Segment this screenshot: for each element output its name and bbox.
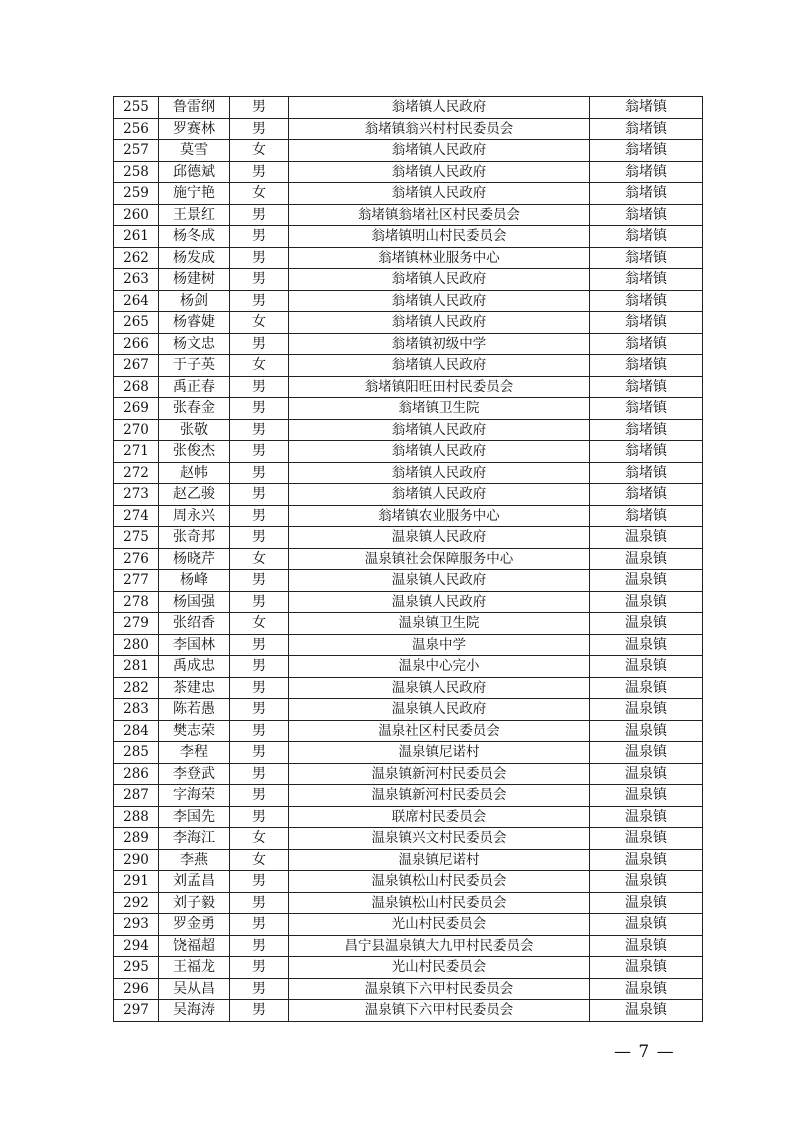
name-cell: 饶福超 xyxy=(159,935,230,957)
town-cell: 翁堵镇 xyxy=(590,204,703,226)
work-unit-cell: 翁堵镇人民政府 xyxy=(289,462,590,484)
work-unit-cell: 温泉镇下六甲村民委员会 xyxy=(289,1000,590,1022)
work-unit-cell: 翁堵镇人民政府 xyxy=(289,290,590,312)
work-unit-cell: 温泉镇人民政府 xyxy=(289,527,590,549)
name-cell: 陈若愚 xyxy=(159,699,230,721)
town-cell: 温泉镇 xyxy=(590,763,703,785)
gender-cell: 男 xyxy=(230,720,289,742)
gender-cell: 男 xyxy=(230,935,289,957)
name-cell: 杨晓芹 xyxy=(159,548,230,570)
gender-cell: 男 xyxy=(230,226,289,248)
name-cell: 刘孟昌 xyxy=(159,871,230,893)
town-cell: 温泉镇 xyxy=(590,742,703,764)
row-number-cell: 262 xyxy=(114,247,159,269)
table-row xyxy=(114,828,703,850)
table-row xyxy=(114,914,703,936)
table-row xyxy=(114,333,703,355)
row-number-cell: 292 xyxy=(114,892,159,914)
town-cell: 翁堵镇 xyxy=(590,247,703,269)
row-number-cell: 271 xyxy=(114,441,159,463)
name-cell: 李国林 xyxy=(159,634,230,656)
row-number-cell: 296 xyxy=(114,978,159,1000)
town-cell: 翁堵镇 xyxy=(590,333,703,355)
row-number-cell: 279 xyxy=(114,613,159,635)
work-unit-cell: 翁堵镇人民政府 xyxy=(289,355,590,377)
work-unit-cell: 翁堵镇人民政府 xyxy=(289,140,590,162)
table-row xyxy=(114,441,703,463)
work-unit-cell: 温泉镇兴文村民委员会 xyxy=(289,828,590,850)
name-cell: 罗金勇 xyxy=(159,914,230,936)
town-cell: 温泉镇 xyxy=(590,935,703,957)
gender-cell: 男 xyxy=(230,484,289,506)
table-row xyxy=(114,269,703,291)
town-cell: 温泉镇 xyxy=(590,806,703,828)
town-cell: 翁堵镇 xyxy=(590,462,703,484)
town-cell: 温泉镇 xyxy=(590,613,703,635)
work-unit-cell: 翁堵镇人民政府 xyxy=(289,97,590,119)
row-number-cell: 266 xyxy=(114,333,159,355)
gender-cell: 男 xyxy=(230,247,289,269)
town-cell: 温泉镇 xyxy=(590,570,703,592)
town-cell: 翁堵镇 xyxy=(590,441,703,463)
gender-cell: 男 xyxy=(230,290,289,312)
town-cell: 温泉镇 xyxy=(590,677,703,699)
table-row xyxy=(114,1000,703,1022)
table-row xyxy=(114,97,703,119)
table-row xyxy=(114,763,703,785)
page-number: — 7 — xyxy=(614,1042,675,1062)
town-cell: 温泉镇 xyxy=(590,699,703,721)
name-cell: 刘子毅 xyxy=(159,892,230,914)
work-unit-cell: 翁堵镇翁兴村村民委员会 xyxy=(289,118,590,140)
name-cell: 赵乙骏 xyxy=(159,484,230,506)
table-row xyxy=(114,247,703,269)
town-cell: 翁堵镇 xyxy=(590,398,703,420)
town-cell: 温泉镇 xyxy=(590,892,703,914)
gender-cell: 男 xyxy=(230,204,289,226)
row-number-cell: 285 xyxy=(114,742,159,764)
row-number-cell: 289 xyxy=(114,828,159,850)
town-cell: 温泉镇 xyxy=(590,720,703,742)
work-unit-cell: 温泉镇人民政府 xyxy=(289,677,590,699)
work-unit-cell: 光山村民委员会 xyxy=(289,957,590,979)
row-number-cell: 293 xyxy=(114,914,159,936)
table-row xyxy=(114,355,703,377)
row-number-cell: 274 xyxy=(114,505,159,527)
table-row xyxy=(114,462,703,484)
gender-cell: 男 xyxy=(230,570,289,592)
town-cell: 温泉镇 xyxy=(590,978,703,1000)
row-number-cell: 268 xyxy=(114,376,159,398)
table-row xyxy=(114,720,703,742)
name-cell: 张敬 xyxy=(159,419,230,441)
gender-cell: 男 xyxy=(230,333,289,355)
gender-cell: 男 xyxy=(230,376,289,398)
gender-cell: 男 xyxy=(230,462,289,484)
gender-cell: 男 xyxy=(230,656,289,678)
row-number-cell: 276 xyxy=(114,548,159,570)
row-number-cell: 288 xyxy=(114,806,159,828)
row-number-cell: 287 xyxy=(114,785,159,807)
row-number-cell: 270 xyxy=(114,419,159,441)
name-cell: 禹成忠 xyxy=(159,656,230,678)
work-unit-cell: 温泉社区村民委员会 xyxy=(289,720,590,742)
work-unit-cell: 联席村民委员会 xyxy=(289,806,590,828)
table-row xyxy=(114,656,703,678)
town-cell: 温泉镇 xyxy=(590,871,703,893)
town-cell: 翁堵镇 xyxy=(590,484,703,506)
town-cell: 翁堵镇 xyxy=(590,376,703,398)
table-row xyxy=(114,505,703,527)
name-cell: 杨峰 xyxy=(159,570,230,592)
row-number-cell: 264 xyxy=(114,290,159,312)
town-cell: 温泉镇 xyxy=(590,828,703,850)
town-cell: 温泉镇 xyxy=(590,634,703,656)
gender-cell: 男 xyxy=(230,699,289,721)
table-row xyxy=(114,699,703,721)
row-number-cell: 280 xyxy=(114,634,159,656)
table-row xyxy=(114,376,703,398)
table-row xyxy=(114,634,703,656)
row-number-cell: 277 xyxy=(114,570,159,592)
table-row xyxy=(114,484,703,506)
gender-cell: 男 xyxy=(230,634,289,656)
row-number-cell: 297 xyxy=(114,1000,159,1022)
row-number-cell: 295 xyxy=(114,957,159,979)
work-unit-cell: 温泉镇人民政府 xyxy=(289,591,590,613)
name-cell: 于子英 xyxy=(159,355,230,377)
work-unit-cell: 翁堵镇人民政府 xyxy=(289,441,590,463)
table-row xyxy=(114,570,703,592)
work-unit-cell: 温泉镇人民政府 xyxy=(289,570,590,592)
town-cell: 翁堵镇 xyxy=(590,355,703,377)
row-number-cell: 275 xyxy=(114,527,159,549)
town-cell: 温泉镇 xyxy=(590,957,703,979)
town-cell: 翁堵镇 xyxy=(590,312,703,334)
row-number-cell: 290 xyxy=(114,849,159,871)
name-cell: 吴从昌 xyxy=(159,978,230,1000)
work-unit-cell: 翁堵镇人民政府 xyxy=(289,269,590,291)
work-unit-cell: 温泉中心完小 xyxy=(289,656,590,678)
name-cell: 杨冬成 xyxy=(159,226,230,248)
name-cell: 张春金 xyxy=(159,398,230,420)
gender-cell: 男 xyxy=(230,978,289,1000)
work-unit-cell: 温泉镇下六甲村民委员会 xyxy=(289,978,590,1000)
town-cell: 翁堵镇 xyxy=(590,161,703,183)
work-unit-cell: 温泉镇新河村民委员会 xyxy=(289,763,590,785)
table-row xyxy=(114,527,703,549)
gender-cell: 男 xyxy=(230,419,289,441)
name-cell: 杨睿婕 xyxy=(159,312,230,334)
gender-cell: 男 xyxy=(230,1000,289,1022)
town-cell: 温泉镇 xyxy=(590,914,703,936)
town-cell: 翁堵镇 xyxy=(590,505,703,527)
town-cell: 翁堵镇 xyxy=(590,140,703,162)
gender-cell: 女 xyxy=(230,183,289,205)
row-number-cell: 284 xyxy=(114,720,159,742)
row-number-cell: 278 xyxy=(114,591,159,613)
table-row xyxy=(114,806,703,828)
name-cell: 杨剑 xyxy=(159,290,230,312)
name-cell: 王景红 xyxy=(159,204,230,226)
gender-cell: 男 xyxy=(230,505,289,527)
town-cell: 温泉镇 xyxy=(590,527,703,549)
name-cell: 字海荣 xyxy=(159,785,230,807)
gender-cell: 女 xyxy=(230,548,289,570)
gender-cell: 女 xyxy=(230,355,289,377)
gender-cell: 男 xyxy=(230,591,289,613)
name-cell: 杨发成 xyxy=(159,247,230,269)
table-row xyxy=(114,935,703,957)
gender-cell: 男 xyxy=(230,677,289,699)
table-row xyxy=(114,892,703,914)
name-cell: 李登武 xyxy=(159,763,230,785)
town-cell: 温泉镇 xyxy=(590,785,703,807)
work-unit-cell: 温泉镇社会保障服务中心 xyxy=(289,548,590,570)
name-cell: 张俊杰 xyxy=(159,441,230,463)
gender-cell: 男 xyxy=(230,118,289,140)
table-row xyxy=(114,204,703,226)
gender-cell: 男 xyxy=(230,892,289,914)
work-unit-cell: 翁堵镇人民政府 xyxy=(289,161,590,183)
roster-table xyxy=(113,96,703,1022)
table-row xyxy=(114,548,703,570)
work-unit-cell: 温泉镇松山村民委员会 xyxy=(289,871,590,893)
work-unit-cell: 温泉镇尼诺村 xyxy=(289,742,590,764)
work-unit-cell: 翁堵镇卫生院 xyxy=(289,398,590,420)
table-row xyxy=(114,591,703,613)
work-unit-cell: 翁堵镇阳旺田村民委员会 xyxy=(289,376,590,398)
row-number-cell: 286 xyxy=(114,763,159,785)
table-row xyxy=(114,785,703,807)
gender-cell: 男 xyxy=(230,398,289,420)
name-cell: 禹正春 xyxy=(159,376,230,398)
roster-table-body xyxy=(114,97,703,1022)
name-cell: 杨文忠 xyxy=(159,333,230,355)
table-row xyxy=(114,290,703,312)
table-row xyxy=(114,957,703,979)
work-unit-cell: 翁堵镇林业服务中心 xyxy=(289,247,590,269)
town-cell: 翁堵镇 xyxy=(590,419,703,441)
town-cell: 翁堵镇 xyxy=(590,269,703,291)
name-cell: 杨国强 xyxy=(159,591,230,613)
town-cell: 翁堵镇 xyxy=(590,183,703,205)
town-cell: 翁堵镇 xyxy=(590,226,703,248)
gender-cell: 女 xyxy=(230,613,289,635)
row-number-cell: 260 xyxy=(114,204,159,226)
town-cell: 温泉镇 xyxy=(590,591,703,613)
work-unit-cell: 温泉镇卫生院 xyxy=(289,613,590,635)
row-number-cell: 261 xyxy=(114,226,159,248)
gender-cell: 男 xyxy=(230,871,289,893)
town-cell: 温泉镇 xyxy=(590,548,703,570)
row-number-cell: 257 xyxy=(114,140,159,162)
work-unit-cell: 昌宁县温泉镇大九甲村民委员会 xyxy=(289,935,590,957)
name-cell: 施宁艳 xyxy=(159,183,230,205)
gender-cell: 男 xyxy=(230,957,289,979)
gender-cell: 女 xyxy=(230,849,289,871)
table-row xyxy=(114,118,703,140)
table-row xyxy=(114,871,703,893)
row-number-cell: 273 xyxy=(114,484,159,506)
table-row xyxy=(114,419,703,441)
table-row xyxy=(114,978,703,1000)
row-number-cell: 258 xyxy=(114,161,159,183)
name-cell: 李程 xyxy=(159,742,230,764)
work-unit-cell: 翁堵镇农业服务中心 xyxy=(289,505,590,527)
work-unit-cell: 翁堵镇人民政府 xyxy=(289,484,590,506)
table-row xyxy=(114,140,703,162)
name-cell: 李海江 xyxy=(159,828,230,850)
row-number-cell: 255 xyxy=(114,97,159,119)
work-unit-cell: 光山村民委员会 xyxy=(289,914,590,936)
gender-cell: 男 xyxy=(230,441,289,463)
name-cell: 王福龙 xyxy=(159,957,230,979)
work-unit-cell: 温泉镇新河村民委员会 xyxy=(289,785,590,807)
town-cell: 温泉镇 xyxy=(590,1000,703,1022)
row-number-cell: 263 xyxy=(114,269,159,291)
work-unit-cell: 翁堵镇初级中学 xyxy=(289,333,590,355)
row-number-cell: 281 xyxy=(114,656,159,678)
row-number-cell: 291 xyxy=(114,871,159,893)
name-cell: 张奇邦 xyxy=(159,527,230,549)
name-cell: 莫雪 xyxy=(159,140,230,162)
gender-cell: 女 xyxy=(230,828,289,850)
work-unit-cell: 翁堵镇人民政府 xyxy=(289,419,590,441)
row-number-cell: 283 xyxy=(114,699,159,721)
table-row xyxy=(114,226,703,248)
gender-cell: 男 xyxy=(230,806,289,828)
row-number-cell: 269 xyxy=(114,398,159,420)
work-unit-cell: 翁堵镇明山村民委员会 xyxy=(289,226,590,248)
town-cell: 翁堵镇 xyxy=(590,118,703,140)
gender-cell: 女 xyxy=(230,140,289,162)
table-row xyxy=(114,312,703,334)
row-number-cell: 256 xyxy=(114,118,159,140)
work-unit-cell: 翁堵镇人民政府 xyxy=(289,183,590,205)
name-cell: 杨建树 xyxy=(159,269,230,291)
name-cell: 鲁雷纲 xyxy=(159,97,230,119)
row-number-cell: 282 xyxy=(114,677,159,699)
town-cell: 翁堵镇 xyxy=(590,97,703,119)
town-cell: 温泉镇 xyxy=(590,656,703,678)
table-row xyxy=(114,613,703,635)
work-unit-cell: 翁堵镇人民政府 xyxy=(289,312,590,334)
table-row xyxy=(114,183,703,205)
gender-cell: 男 xyxy=(230,763,289,785)
name-cell: 赵帏 xyxy=(159,462,230,484)
name-cell: 茶建忠 xyxy=(159,677,230,699)
gender-cell: 男 xyxy=(230,914,289,936)
table-row xyxy=(114,849,703,871)
table-row xyxy=(114,742,703,764)
name-cell: 李国先 xyxy=(159,806,230,828)
table-row xyxy=(114,161,703,183)
name-cell: 张绍香 xyxy=(159,613,230,635)
work-unit-cell: 温泉镇松山村民委员会 xyxy=(289,892,590,914)
town-cell: 温泉镇 xyxy=(590,849,703,871)
work-unit-cell: 翁堵镇翁堵社区村民委员会 xyxy=(289,204,590,226)
town-cell: 翁堵镇 xyxy=(590,290,703,312)
table-row xyxy=(114,677,703,699)
name-cell: 罗赛林 xyxy=(159,118,230,140)
gender-cell: 男 xyxy=(230,742,289,764)
name-cell: 吴海涛 xyxy=(159,1000,230,1022)
work-unit-cell: 温泉镇尼诺村 xyxy=(289,849,590,871)
work-unit-cell: 温泉镇人民政府 xyxy=(289,699,590,721)
name-cell: 邱德斌 xyxy=(159,161,230,183)
row-number-cell: 272 xyxy=(114,462,159,484)
row-number-cell: 294 xyxy=(114,935,159,957)
work-unit-cell: 温泉中学 xyxy=(289,634,590,656)
row-number-cell: 265 xyxy=(114,312,159,334)
gender-cell: 男 xyxy=(230,527,289,549)
gender-cell: 男 xyxy=(230,269,289,291)
name-cell: 周永兴 xyxy=(159,505,230,527)
gender-cell: 男 xyxy=(230,161,289,183)
row-number-cell: 259 xyxy=(114,183,159,205)
name-cell: 李燕 xyxy=(159,849,230,871)
row-number-cell: 267 xyxy=(114,355,159,377)
name-cell: 樊志荣 xyxy=(159,720,230,742)
gender-cell: 女 xyxy=(230,312,289,334)
gender-cell: 男 xyxy=(230,97,289,119)
gender-cell: 男 xyxy=(230,785,289,807)
table-row xyxy=(114,398,703,420)
